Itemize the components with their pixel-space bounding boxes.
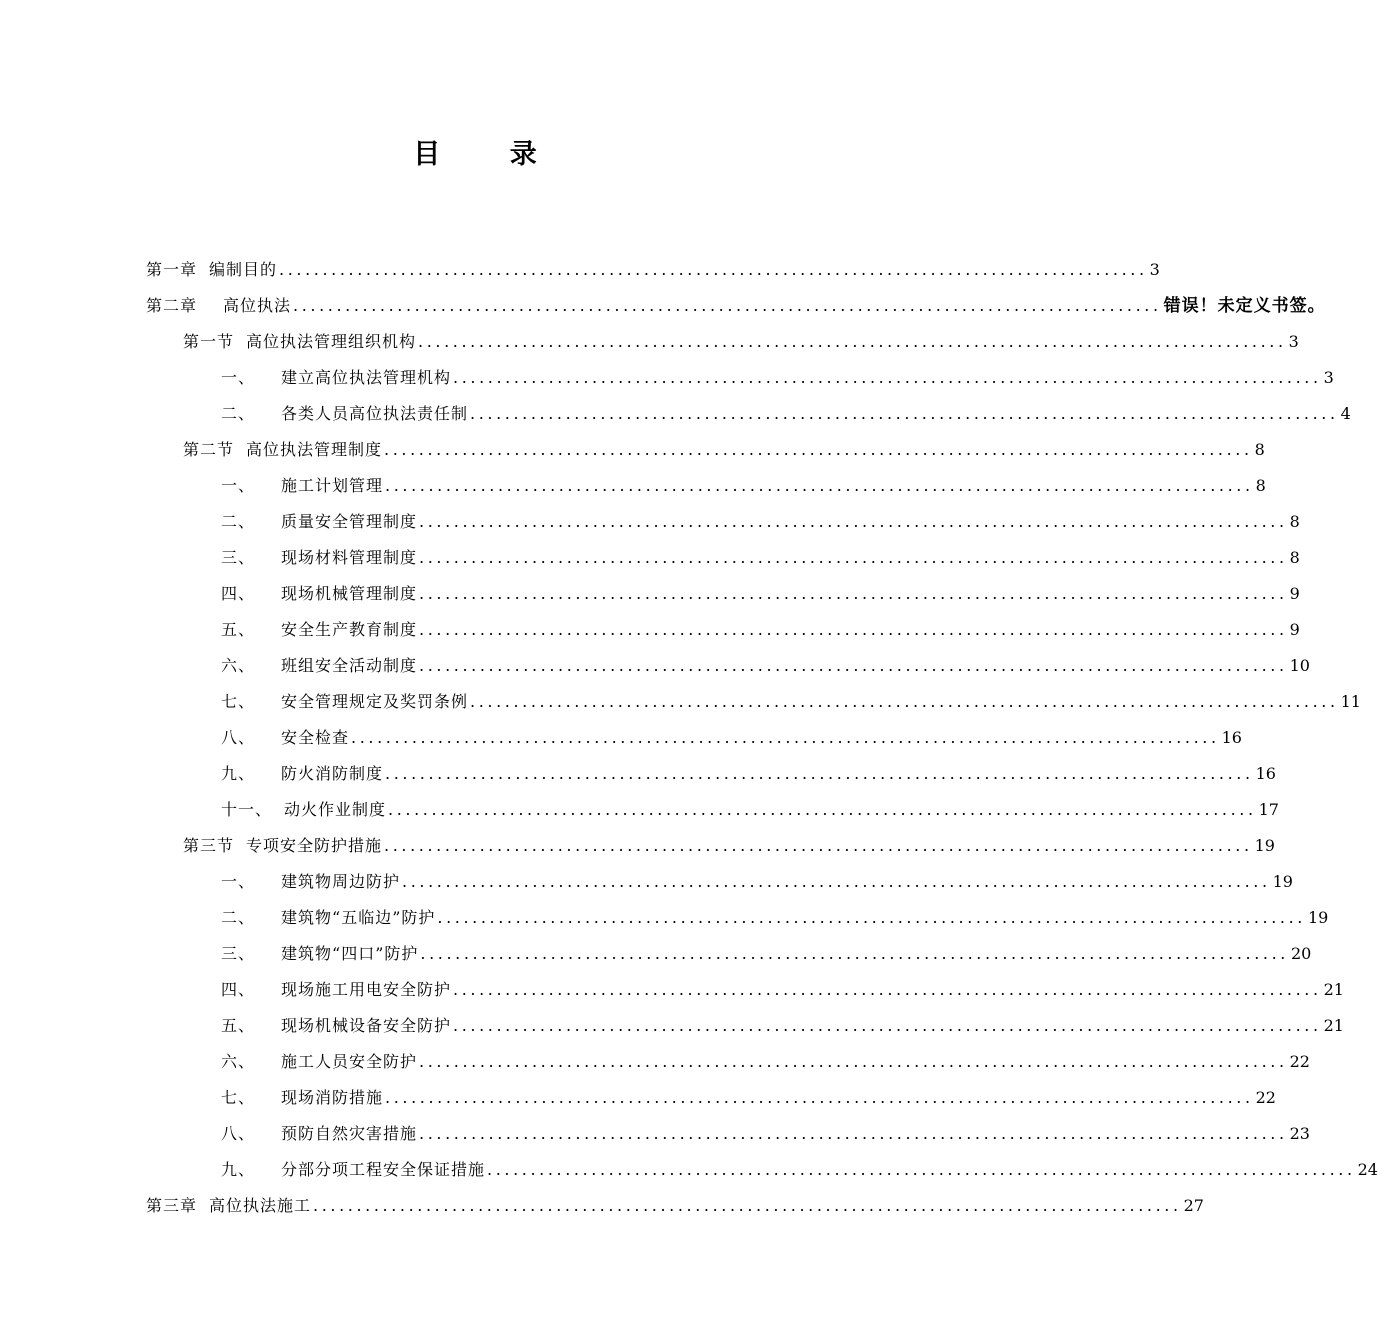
dot-leader: .................................................................................................... [487,1160,1356,1179]
toc-entry[interactable] [221,797,1279,823]
toc-entry[interactable] [221,617,1300,643]
toc-entry-number: 第三节 [183,836,235,855]
toc-entry-label: 预防自然灾害措施 [281,1124,418,1143]
page-title: 目 录 [413,139,567,170]
toc-entry-page: 8 [1289,548,1300,567]
toc-entry[interactable] [146,257,1160,283]
toc-entry-page: 16 [1221,728,1242,747]
toc-entry[interactable] [221,401,1351,427]
toc-entry-number: 七、 [221,692,256,711]
toc-entry-page: 8 [1289,512,1300,531]
dot-leader: .................................................................................................... [470,404,1339,423]
toc-entry-label: 安全检查 [281,728,350,747]
toc-entry-label: 高位执法 [223,296,292,315]
toc-entry-number: 二、 [221,908,256,927]
toc-entry[interactable] [221,725,1242,751]
toc-entry-page: 9 [1289,584,1300,603]
toc-entry-label: 安全管理规定及奖罚条例 [281,692,469,711]
toc-entry-number: 一、 [221,476,256,495]
toc-entry-label: 施工人员安全防护 [281,1052,418,1071]
toc-entry-label: 班组安全活动制度 [281,656,418,675]
toc-entry-number: 四、 [221,980,256,999]
dot-leader: .................................................................................................... [419,1124,1288,1143]
toc-entry[interactable] [221,905,1329,931]
toc-entry[interactable] [221,581,1300,607]
toc-entry-page: 9 [1289,620,1300,639]
toc-entry-number: 第一节 [183,332,235,351]
toc-entry[interactable] [221,1049,1310,1075]
toc-entry[interactable] [221,1121,1310,1147]
dot-leader: .................................................................................................... [453,980,1322,999]
dot-leader: .................................................................................................... [419,656,1288,675]
toc-entry-number: 第三章 [146,1196,198,1215]
toc-entry-page: 10 [1289,656,1310,675]
toc-entry-label: 专项安全防护措施 [246,836,383,855]
toc-entry[interactable] [221,689,1361,715]
dot-leader: .................................................................................................... [385,1088,1254,1107]
toc-entry-label: 各类人员高位执法责任制 [281,404,469,423]
toc-entry[interactable] [221,869,1293,895]
toc-entry-page: 23 [1289,1124,1310,1143]
dot-leader: .................................................................................................... [470,692,1339,711]
toc-entry-page: 22 [1289,1052,1310,1071]
toc-entry[interactable] [221,977,1344,1003]
toc-entry-page: 22 [1255,1088,1276,1107]
toc-entry-page: 3 [1323,368,1334,387]
toc-entry-page: 20 [1290,944,1312,963]
dot-leader: .................................................................................................... [293,296,1162,315]
toc-entry-page: 21 [1323,980,1344,999]
dot-leader: .................................................................................................... [419,548,1288,567]
dot-leader: .................................................................................................... [384,836,1253,855]
toc-entry-page: 17 [1258,800,1279,819]
dot-leader: .................................................................................................... [388,800,1257,819]
dot-leader: .................................................................................................... [385,476,1254,495]
toc-entry-number: 五、 [221,1016,256,1035]
toc-entry[interactable] [221,509,1300,535]
toc-entry[interactable] [221,1157,1378,1183]
toc-entry-label: 现场材料管理制度 [281,548,418,567]
dot-leader: .................................................................................................... [418,332,1287,351]
toc-entry-number: 二、 [221,512,256,531]
toc-entry-label: 分部分项工程安全保证措施 [281,1160,486,1179]
toc-entry[interactable] [183,437,1265,463]
toc-entry-number: 六、 [221,656,256,675]
toc-entry-label: 高位执法管理组织机构 [246,332,417,351]
dot-leader: .................................................................................................... [419,512,1288,531]
toc-entry-page: 8 [1254,440,1265,459]
toc-entry-number: 八、 [221,728,256,747]
toc-entry[interactable] [221,473,1266,499]
toc-entry-label: 安全生产教育制度 [281,620,418,639]
toc-entry-number: 七、 [221,1088,256,1107]
toc-entry-number: 第一章 [146,260,198,279]
toc-entry[interactable] [146,293,1326,319]
toc-entry-number: 九、 [221,1160,256,1179]
dot-leader: .................................................................................................... [453,368,1322,387]
toc-entry-number: 一、 [221,872,256,891]
toc-entry-label: 建筑物“五临边”防护 [281,908,436,927]
dot-leader: .................................................................................................... [384,440,1253,459]
toc-entry-page: 3 [1149,260,1160,279]
toc-entry[interactable] [221,941,1312,967]
toc-entry-number: 九、 [221,764,256,783]
toc-entry-page: 21 [1323,1016,1344,1035]
toc-entry-page: 16 [1255,764,1276,783]
toc-entry-label: 高位执法管理制度 [246,440,383,459]
toc-entry-label: 现场施工用电安全防护 [281,980,452,999]
toc-entry-number: 第二章 [146,296,198,315]
dot-leader: .................................................................................................... [437,908,1306,927]
toc-entry-number: 五、 [221,620,256,639]
toc-entry-label: 防火消防制度 [281,764,384,783]
toc-entry-number: 三、 [221,944,256,963]
dot-leader: .................................................................................................... [453,1016,1322,1035]
toc-entry-number: 六、 [221,1052,256,1071]
dot-leader: .................................................................................................... [385,764,1254,783]
toc-entry-label: 现场机械管理制度 [281,584,418,603]
toc-entry[interactable] [221,1013,1344,1039]
toc-entry-label: 编制目的 [209,260,278,279]
toc-entry-number: 四、 [221,584,256,603]
toc-entry[interactable] [183,833,1275,859]
dot-leader: .................................................................................................... [420,944,1289,963]
dot-leader: .................................................................................................... [313,1196,1182,1215]
dot-leader: .................................................................................................... [279,260,1148,279]
toc-entry-label: 建立高位执法管理机构 [281,368,452,387]
toc-entry-page: 24 [1357,1160,1378,1179]
toc-entry[interactable] [221,653,1310,679]
toc-entry-page: 27 [1183,1196,1204,1215]
toc-entry-label: 建筑物周边防护 [281,872,401,891]
toc-entry-number: 第二节 [183,440,235,459]
toc-entry-page-error: 错误！未定义书签。 [1163,296,1326,316]
toc-entry[interactable] [146,1193,1204,1219]
toc-entry-label: 质量安全管理制度 [281,512,418,531]
toc-entry-number: 十一、 [221,800,273,819]
toc-entry-number: 一、 [221,368,256,387]
toc-entry-label: 施工计划管理 [281,476,384,495]
dot-leader: .................................................................................................... [419,620,1288,639]
toc-entry-page: 4 [1340,404,1351,423]
toc-entry-page: 19 [1307,908,1329,927]
toc-entry-page: 3 [1288,332,1299,351]
toc-entry-label: 现场消防措施 [281,1088,384,1107]
toc-entry-number: 八、 [221,1124,256,1143]
toc-entry-label: 现场机械设备安全防护 [281,1016,452,1035]
dot-leader: .................................................................................................... [402,872,1271,891]
toc-entry[interactable] [221,761,1276,787]
toc-entry-number: 三、 [221,548,256,567]
toc-entry-page: 19 [1254,836,1275,855]
dot-leader: .................................................................................................... [419,1052,1288,1071]
dot-leader: .................................................................................................... [419,584,1288,603]
toc-entry-label: 动火作业制度 [284,800,387,819]
toc-entry-number: 二、 [221,404,256,423]
toc-entry-label: 建筑物“四口”防护 [281,944,419,963]
toc-entry-page: 8 [1255,476,1266,495]
toc-entry[interactable] [221,365,1334,391]
toc-entry[interactable] [221,1085,1276,1111]
toc-entry[interactable] [183,329,1299,355]
toc-entry[interactable] [221,545,1300,571]
toc-entry-label: 高位执法施工 [209,1196,312,1215]
toc-entry-page: 19 [1272,872,1293,891]
dot-leader: .................................................................................................... [351,728,1220,747]
toc-entry-page: 11 [1340,692,1361,711]
